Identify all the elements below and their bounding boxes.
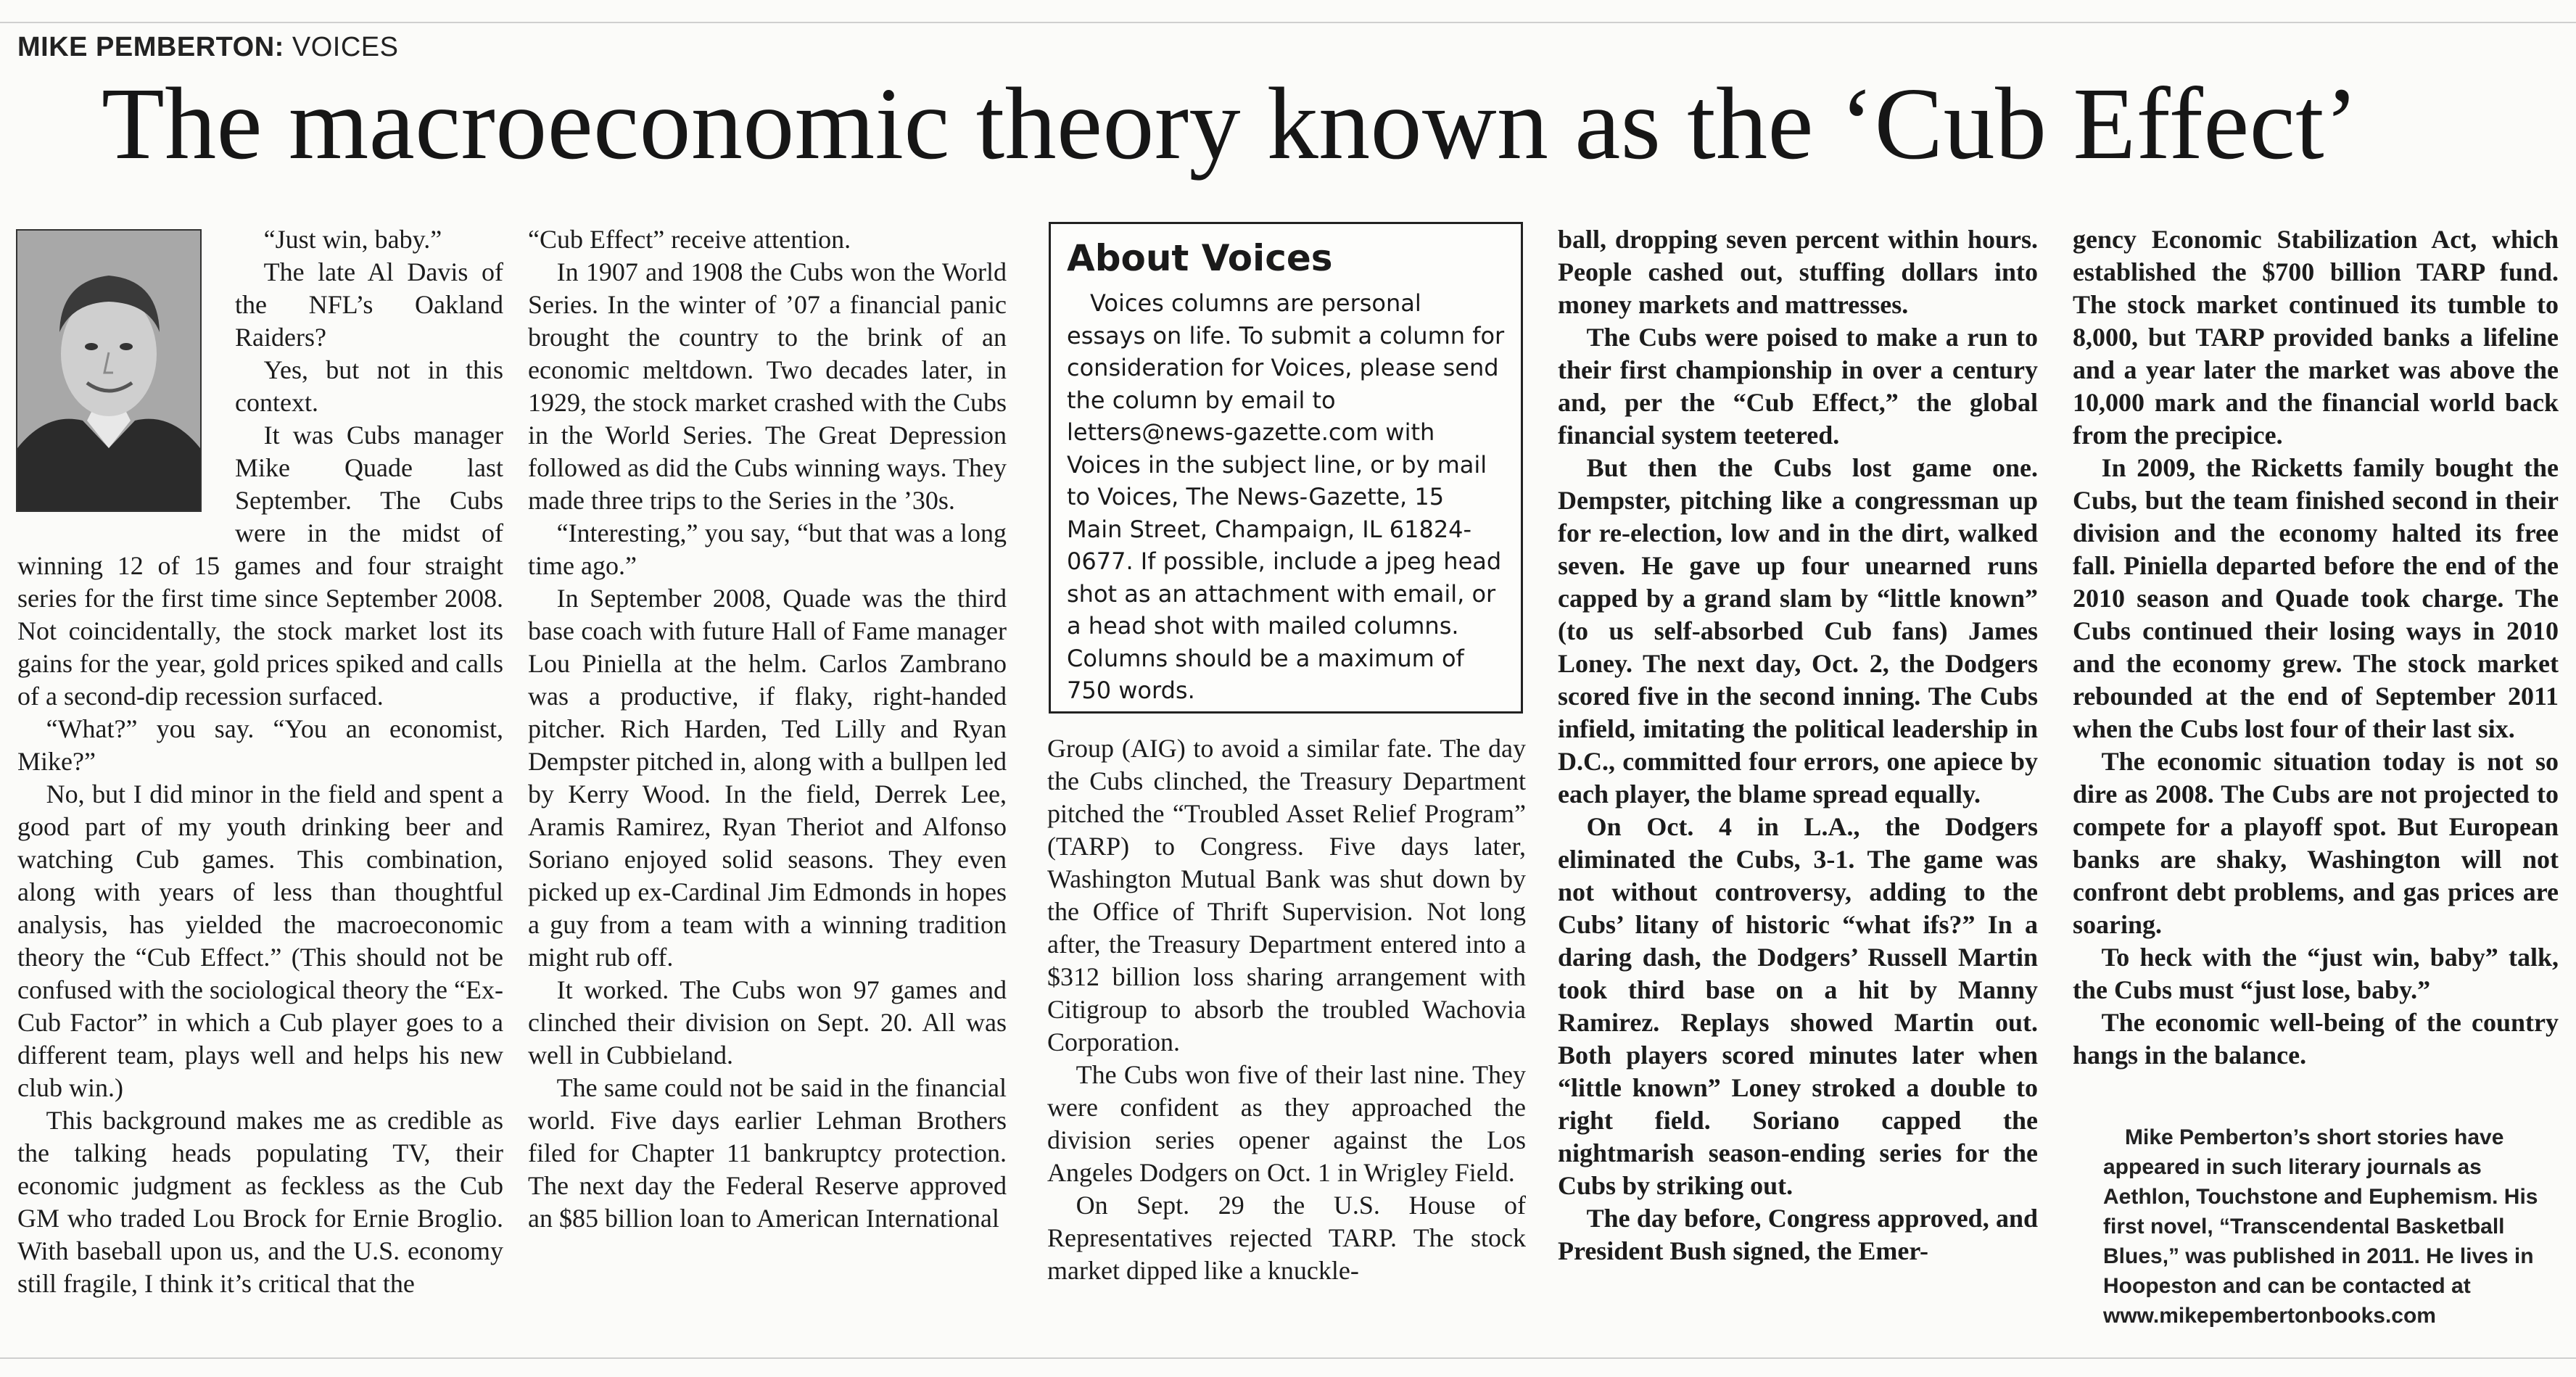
paragraph: On Oct. 4 in L.A., the Dodgers eliminated the Cubs, 3-1. The game was not without controversy, adding to the Cubs’ litany of historic “what ifs?” In a daring dash, the Dodgers’ Russell Martin took third base on a hit by Manny Ramirez. Replays showed Martin out. Both players scored minutes later when “little known” Loney stroked a double to right field. Soriano capped the nightmarish season-ending series for the Cubs by striking out. [1558,812,2038,1200]
paragraph: In 2009, the Ricketts family bought the Cubs, but the team finished second in their division and the economy halted its free fall. Piniella departed before the end of the 2010 season and Quade took charge. The Cubs continued their losing ways in 2010 and the economy grew. The stock market rebounded at the end of September 2011 when the Cubs lost four of their last six. [2073,453,2559,743]
about-voices-body: Voices columns are personal essays on life. To submit a column for consideration for Voices, please send the column by email to letters@news-gazette.com with Voices in the subject line, or by mail to Voices, The News-Gazette, 15 Main Street, Champaign, IL 61824-0677. If possible, include a jpeg head shot as an attachment with email, or a head shot with mailed columns. Columns should be a maximum of 750 words. [1067,289,1505,704]
paragraph: The same could not be said in the financial world. Five days earlier Lehman Brothers filed for Chapter 11 bankruptcy protection. The next day the Federal Reserve approved an $85 billion loan to American International [528,1073,1007,1233]
paragraph: “Cub Effect” receive attention. [528,225,851,254]
column-3 [1047,732,1526,1287]
paragraph: The Cubs won five of their last nine. They were confident as they approached the division series opener against the Los Angeles Dodgers on Oct. 1 in Wrigley Field. [1047,1060,1526,1187]
paragraph: The late Al Davis of the NFL’s Oakland Raiders? [235,257,503,352]
author-bio-text: Mike Pemberton’s short stories have appeared in such literary journals as Aethlon, Touchstone and Euphemism. His first novel, “Transcendental Basketball Blues,” was published in 2011. He lives in Hoopeston and can be contacted at www.mikepembertonbooks.com [2103,1125,2538,1328]
paragraph: In September 2008, Quade was the third base coach with future Hall of Fame manager Lou Piniella at the helm. Carlos Zambrano was a productive, if flaky, right-handed pitcher. Rich Harden, Ted Lilly and Ryan Dempster pitched in, along with a bullpen led by Kerry Wood. In the field, Derrek Lee, Aramis Ramirez, Ryan Theriot and Alfonso Soriano enjoyed solid seasons. They even picked up ex-Cardinal Jim Edmonds in hopes a guy from a team with a winning tradition might rub off. [528,584,1007,972]
headline: The macroeconomic theory known as the ‘Cub Effect’ [102,66,2359,181]
paragraph: gency Economic Stabilization Act, which established the $700 billion TARP fund. The stock market continued its tumble to 8,000, but TARP provided banks a lifeline and a year later the market was above the 10,000 mark and the financial world back from the precipice. [2073,225,2559,450]
about-voices-title: About Voices [1067,237,1333,279]
column-5 [2073,223,2559,1072]
column-1 [17,223,503,1300]
paragraph: To heck with the “just win, baby” talk, the Cubs must “just lose, baby.” [2073,943,2559,1004]
top-rule [0,22,2576,23]
paragraph: The Cubs were poised to make a run to their first championship in over a century and, per the “Cub Effect,” the global financial system teetered. [1558,323,2038,450]
paragraph: “Interesting,” you say, “but that was a long time ago.” [528,518,1007,580]
kicker-section: VOICES [284,32,399,62]
column-4 [1558,223,2038,1268]
paragraph: “What?” you say. “You an economist, Mike?” [17,714,503,776]
paragraph: No, but I did minor in the field and spent a good part of my youth drinking beer and watching Cub games. This combination, along with years of less than thoughtful analysis, has yielded the macroeconomic theory the “Cub Effect.” (This should not be confused with the sociological theory the “Ex-Cub Factor” in which a Cub player goes to a different team, plays well and helps his new club win.) [17,780,503,1102]
paragraph: The day before, Congress approved, and President Bush signed, the Emer- [1558,1204,2038,1265]
paragraph: It was Cubs manager Mike Quade last September. The Cubs were in the midst of winning 12 of 15 games and four straight series for the first time since September 2008. Not coincidentally, the stock market lost its gains for the year, gold prices spiked and calls of a second-dip recession surfaced. [17,421,503,711]
paragraph: ball, dropping seven percent within hours. People cashed out, stuffing dollars into money markets and mattresses. [1558,225,2038,319]
paragraph: “Just win, baby.” [263,225,442,254]
paragraph: Yes, but not in this context. [235,355,503,417]
photo-wrap-space [17,223,235,524]
kicker-author: MIKE PEMBERTON: [17,32,284,62]
author-bio [2103,1122,2553,1331]
paragraph: Group (AIG) to avoid a similar fate. The day the Cubs clinched, the Treasury Department pitched the “Troubled Asset Relief Program” (TARP) to Congress. Five days later, Washington Mutual Bank was shut down by the Office of Thrift Supervision. Not long after, the Treasury Department entered into a $312 billion loss sharing arrangement with Citigroup to absorb the troubled Wachovia Corporation. [1047,734,1526,1056]
paragraph: The economic situation today is not so dire as 2008. The Cubs are not projected to compete for a playoff spot. But European banks are shaky, Washington will not confront debt problems, and gas prices are soaring. [2073,747,2559,939]
about-voices-box [1049,222,1523,714]
paragraph: In 1907 and 1908 the Cubs won the World Series. In the winter of ’07 a financial panic brought the country to the brink of an economic meltdown. Two decades later, in 1929, the stock market crashed with the Cubs in the World Series. The Great Depression followed as did the Cubs winning ways. They made three trips to the Series in the ’30s. [528,257,1007,515]
paragraph: On Sept. 29 the U.S. House of Representatives rejected TARP. The stock market dipped like a knuckle- [1047,1191,1526,1285]
paragraph: The economic well-being of the country hangs in the balance. [2073,1008,2559,1070]
bottom-rule [0,1357,2576,1359]
kicker [17,32,398,63]
paragraph: It worked. The Cubs won 97 games and clinched their division on Sept. 20. All was well in Cubbieland. [528,975,1007,1070]
paragraph: This background makes me as credible as the talking heads populating TV, their economic judgment as feckless as the Cub GM who traded Lou Brock for Ernie Broglio. With baseball upon us, and the U.S. economy still fragile, I think it’s critical that the [17,1106,503,1298]
paragraph: But then the Cubs lost game one. Dempster, pitching like a congressman up for re-election, low and in the dirt, walked seven. He gave up four unearned runs capped by a grand slam by “little known” (to us self-absorbed Cub fans) James Loney. The next day, Oct. 2, the Dodgers scored five in the second inning. The Cubs infield, imitating the political leadership in D.C., committed four errors, one apiece by each player, the blame spread equally. [1558,453,2038,809]
column-2 [528,223,1007,1235]
